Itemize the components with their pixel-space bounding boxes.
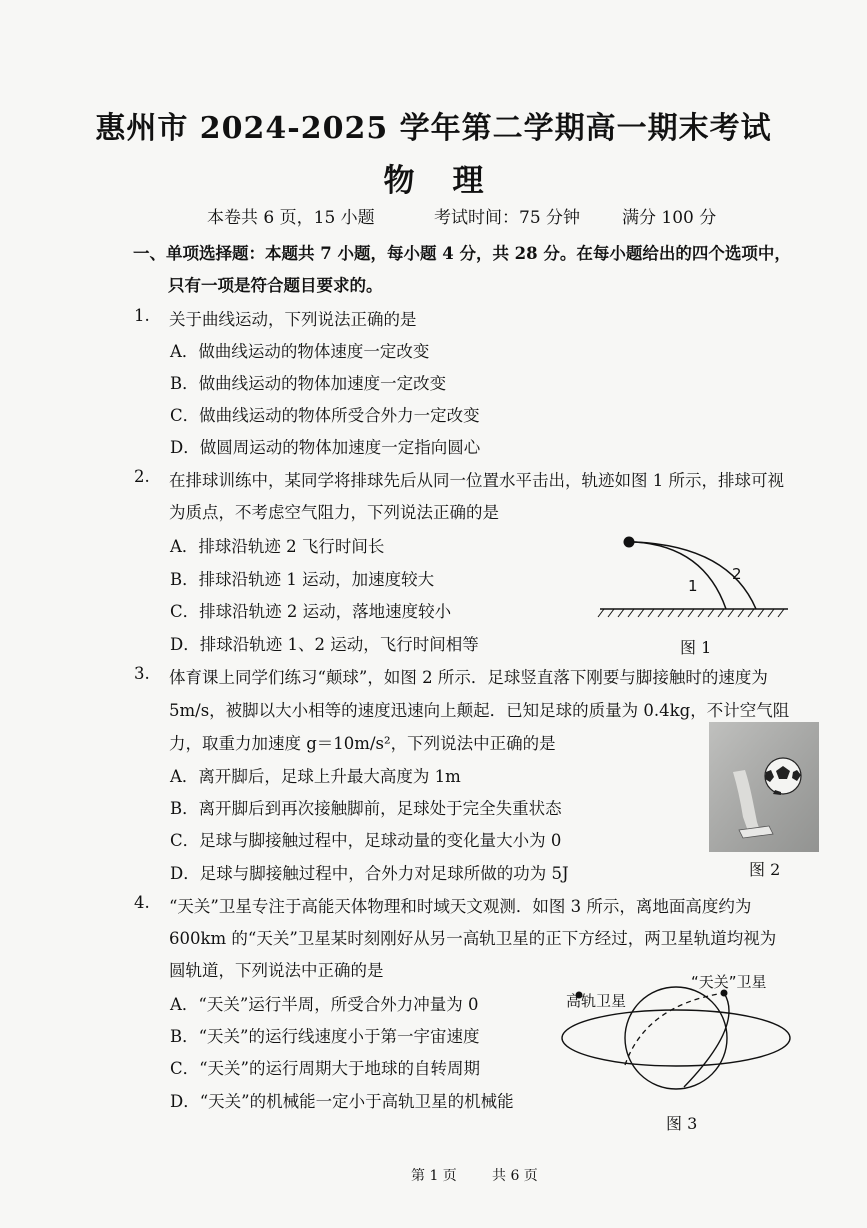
option-a: A．离开脚后，足球上升最大高度为 1m bbox=[170, 767, 461, 786]
earth-circle bbox=[625, 987, 727, 1089]
question-stem: “天关”卫星专注于高能天体物理和时域天文观测．如图 3 所示，离地面高度约为 bbox=[169, 897, 752, 916]
pages-info: 本卷共 6 页，15 小题 bbox=[207, 208, 375, 228]
tianguan-orbit-back bbox=[625, 993, 724, 1065]
high-satellite-label: 高轨卫星 bbox=[566, 992, 627, 1010]
question-stem-cont: 5m/s，被脚以大小相等的速度迅速向上颠起．已知足球的质量为 0.4kg，不计空气阻 bbox=[169, 701, 790, 720]
question-number: 1. bbox=[134, 306, 150, 325]
option-c: C．“天关”的运行周期大于地球的自转周期 bbox=[170, 1059, 480, 1078]
question-number: 3. bbox=[134, 664, 150, 683]
question-stem: 体育课上同学们练习“颠球”，如图 2 所示．足球竖直落下刚要与脚接触时的速度为 bbox=[169, 668, 768, 687]
question-stem: 在排球训练中，某同学将排球先后从同一位置水平击出，轨迹如图 1 所示，排球可视 bbox=[169, 471, 784, 490]
option-c: C．排球沿轨迹 2 运动，落地速度较小 bbox=[170, 602, 452, 621]
figure-2-photo bbox=[709, 722, 819, 852]
option-c: C．做曲线运动的物体所受合外力一定改变 bbox=[170, 406, 480, 425]
option-b: B．离开脚后到再次接触脚前，足球处于完全失重状态 bbox=[170, 799, 562, 818]
question-stem-cont: 为质点，不考虑空气阻力，下列说法正确的是 bbox=[169, 503, 499, 522]
option-d: D．做圆周运动的物体加速度一定指向圆心 bbox=[170, 438, 481, 457]
question-stem-cont: 圆轨道，下列说法中正确的是 bbox=[169, 961, 384, 980]
option-a: A．做曲线运动的物体速度一定改变 bbox=[170, 342, 430, 361]
option-d: D．“天关”的机械能一定小于高轨卫星的机械能 bbox=[170, 1092, 514, 1111]
question-number: 4. bbox=[134, 893, 150, 912]
option-d: D．排球沿轨迹 1、2 运动，飞行时间相等 bbox=[170, 635, 479, 654]
option-b: B．排球沿轨迹 1 运动，加速度较大 bbox=[170, 570, 435, 589]
page-total: 共 6 页 bbox=[492, 1168, 538, 1184]
trajectory-1 bbox=[634, 542, 726, 609]
question-number: 2. bbox=[134, 467, 150, 486]
tianguan-orbit-front bbox=[684, 993, 729, 1087]
option-b: B．做曲线运动的物体加速度一定改变 bbox=[170, 374, 447, 393]
option-d: D．足球与脚接触过程中，合外力对足球所做的功为 5J bbox=[170, 864, 569, 883]
time-info: 考试时间：75 分钟 bbox=[434, 208, 581, 228]
question-stem-cont: 力，取重力加速度 g＝10m/s²，下列说法中正确的是 bbox=[169, 734, 556, 753]
option-a: A．“天关”运行半周，所受合外力冲量为 0 bbox=[170, 995, 479, 1014]
question-stem: 关于曲线运动，下列说法正确的是 bbox=[169, 310, 417, 329]
volleyball-dot bbox=[624, 537, 635, 548]
high-orbit bbox=[562, 1010, 790, 1066]
trajectory-1-label: 1 bbox=[688, 577, 698, 595]
figure-2-caption: 图 2 bbox=[749, 860, 781, 879]
section-heading: 一、单项选择题：本题共 7 小题，每小题 4 分，共 28 分。在每小题给出的四个选项中， bbox=[133, 244, 791, 263]
figure-1-trajectory bbox=[594, 528, 794, 624]
option-b: B．“天关”的运行线速度小于第一宇宙速度 bbox=[170, 1027, 480, 1046]
figure-1-caption: 图 1 bbox=[680, 638, 712, 657]
page-number: 第 1 页 bbox=[411, 1168, 457, 1184]
figure-3-orbits bbox=[556, 965, 806, 1115]
exam-title: 惠州市 2024-2025 学年第二学期高一期末考试 bbox=[95, 111, 772, 146]
section-heading-cont: 只有一项是符合题目要求的。 bbox=[168, 276, 383, 295]
figure-3-caption: 图 3 bbox=[666, 1114, 698, 1133]
option-a: A．排球沿轨迹 2 飞行时间长 bbox=[170, 537, 385, 556]
option-c: C．足球与脚接触过程中，足球动量的变化量大小为 0 bbox=[170, 831, 562, 850]
trajectory-2-label: 2 bbox=[732, 565, 742, 583]
subject-title: 物理 bbox=[383, 163, 522, 199]
score-info: 满分 100 分 bbox=[622, 208, 717, 228]
ground-hatch bbox=[598, 609, 784, 617]
tianguan-satellite-label: “天关”卫星 bbox=[691, 973, 767, 991]
question-stem-cont: 600km 的“天关”卫星某时刻刚好从另一高轨卫星的正下方经过，两卫星轨道均视为 bbox=[169, 929, 777, 948]
